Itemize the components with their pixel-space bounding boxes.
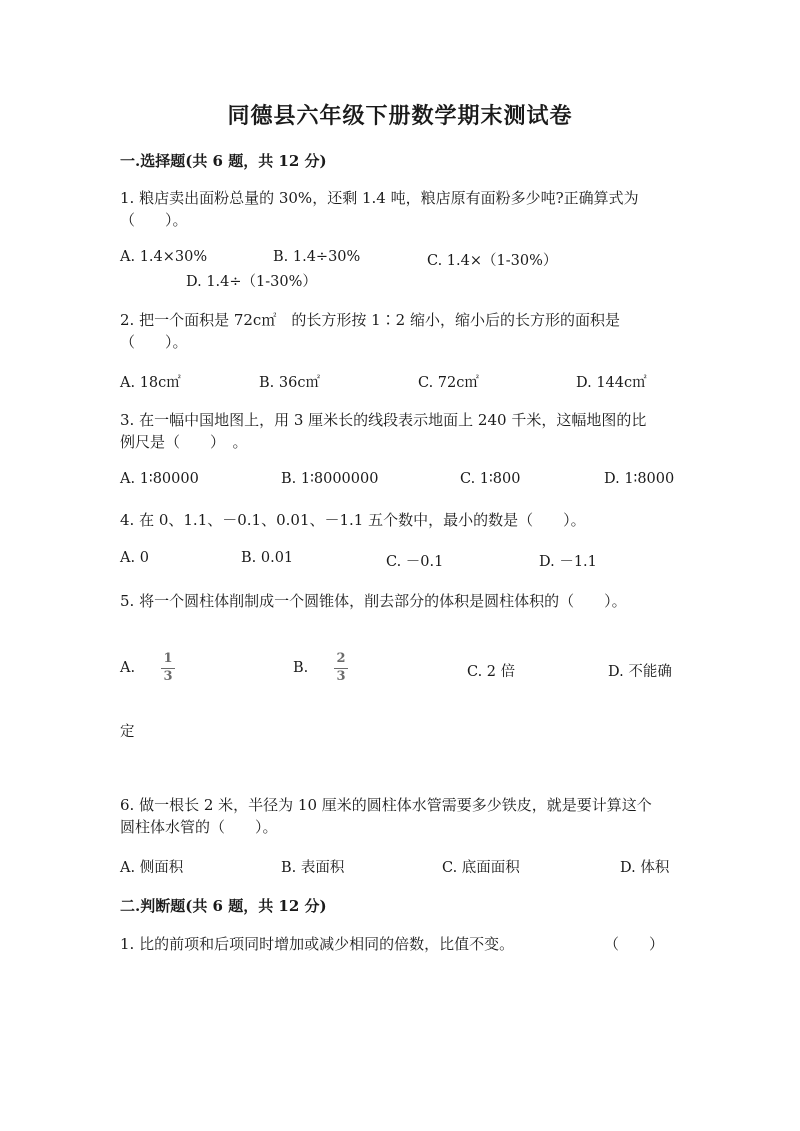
fraction-one-third xyxy=(160,653,176,683)
option-a[interactable]: A. 侧面积 xyxy=(120,860,184,876)
fraction-numerator: 1 xyxy=(163,651,173,666)
option-d[interactable]: D. 1.4÷（1-30%） xyxy=(186,274,317,290)
option-b[interactable]: B. xyxy=(293,660,309,676)
option-d-cont: 定 xyxy=(120,724,135,740)
option-a[interactable]: A. 18c㎡ xyxy=(120,375,181,391)
option-a[interactable]: A. 0 xyxy=(120,550,149,566)
question-text-cont: 圆柱体水管的（ ）。 xyxy=(120,818,278,836)
option-c[interactable]: C. 2 倍 xyxy=(467,664,516,680)
option-d[interactable]: D. 144c㎡ xyxy=(576,375,647,391)
fraction-denominator: 3 xyxy=(163,669,173,684)
question-text-cont: （ ）。 xyxy=(120,333,188,351)
fraction-denominator: 3 xyxy=(336,669,346,684)
question-text: 3. 在一幅中国地图上，用 3 厘米长的线段表示地面上 240 千米，这幅地图的比 xyxy=(120,411,647,429)
option-d[interactable]: D. －1.1 xyxy=(539,554,597,570)
option-c[interactable]: C. －0.1 xyxy=(386,554,444,570)
section-heading-judgment: 二.判断题(共 6 题，共 12 分) xyxy=(120,897,327,915)
question-text: 1. 粮店卖出面粉总量的 30%，还剩 1.4 吨，粮店原有面粉多少吨?正确算式为 xyxy=(120,189,639,207)
statement-text: 1. 比的前项和后项同时增加或减少相同的倍数，比值不变。 xyxy=(120,935,515,953)
question-text-cont: （ ）。 xyxy=(120,211,188,229)
option-a[interactable]: A. xyxy=(120,660,136,676)
option-d[interactable]: D. 1∶8000 xyxy=(604,471,675,487)
option-b[interactable]: B. 表面积 xyxy=(281,860,345,876)
option-c[interactable]: C. 1∶800 xyxy=(460,471,521,487)
option-c[interactable]: C. 1.4×（1-30%） xyxy=(427,253,558,269)
option-c[interactable]: C. 72c㎡ xyxy=(418,375,479,391)
option-c[interactable]: C. 底面面积 xyxy=(442,860,520,876)
option-d[interactable]: D. 不能确 xyxy=(608,664,672,680)
answer-blank[interactable]: （ ） xyxy=(604,935,665,953)
fraction-numerator: 2 xyxy=(336,651,346,666)
page-title: 同德县六年级下册数学期末测试卷 xyxy=(227,103,573,129)
section-heading-choice: 一.选择题(共 6 题，共 12 分) xyxy=(120,152,327,170)
option-a[interactable]: A. 1.4×30% xyxy=(120,249,208,265)
option-b[interactable]: B. 36c㎡ xyxy=(259,375,320,391)
option-b[interactable]: B. 1.4÷30% xyxy=(273,249,361,265)
question-text: 5. 将一个圆柱体削制成一个圆锥体，削去部分的体积是圆柱体积的（ ）。 xyxy=(120,592,627,610)
option-a[interactable]: A. 1∶80000 xyxy=(120,471,199,487)
option-d[interactable]: D. 体积 xyxy=(620,860,670,876)
fraction-two-thirds xyxy=(333,653,349,683)
option-b[interactable]: B. 1∶8000000 xyxy=(281,471,379,487)
question-text: 6. 做一根长 2 米，半径为 10 厘米的圆柱体水管需要多少铁皮，就是要计算这个 xyxy=(120,796,652,814)
question-text-cont: 例尺是（ ） 。 xyxy=(120,433,248,451)
question-text: 2. 把一个面积是 72c㎡ 的长方形按 1∶2 缩小，缩小后的长方形的面积是 xyxy=(120,311,620,329)
option-b[interactable]: B. 0.01 xyxy=(241,550,294,566)
question-text: 4. 在 0、1.1、－0.1、0.01、－1.1 五个数中，最小的数是（ ）。 xyxy=(120,511,586,529)
